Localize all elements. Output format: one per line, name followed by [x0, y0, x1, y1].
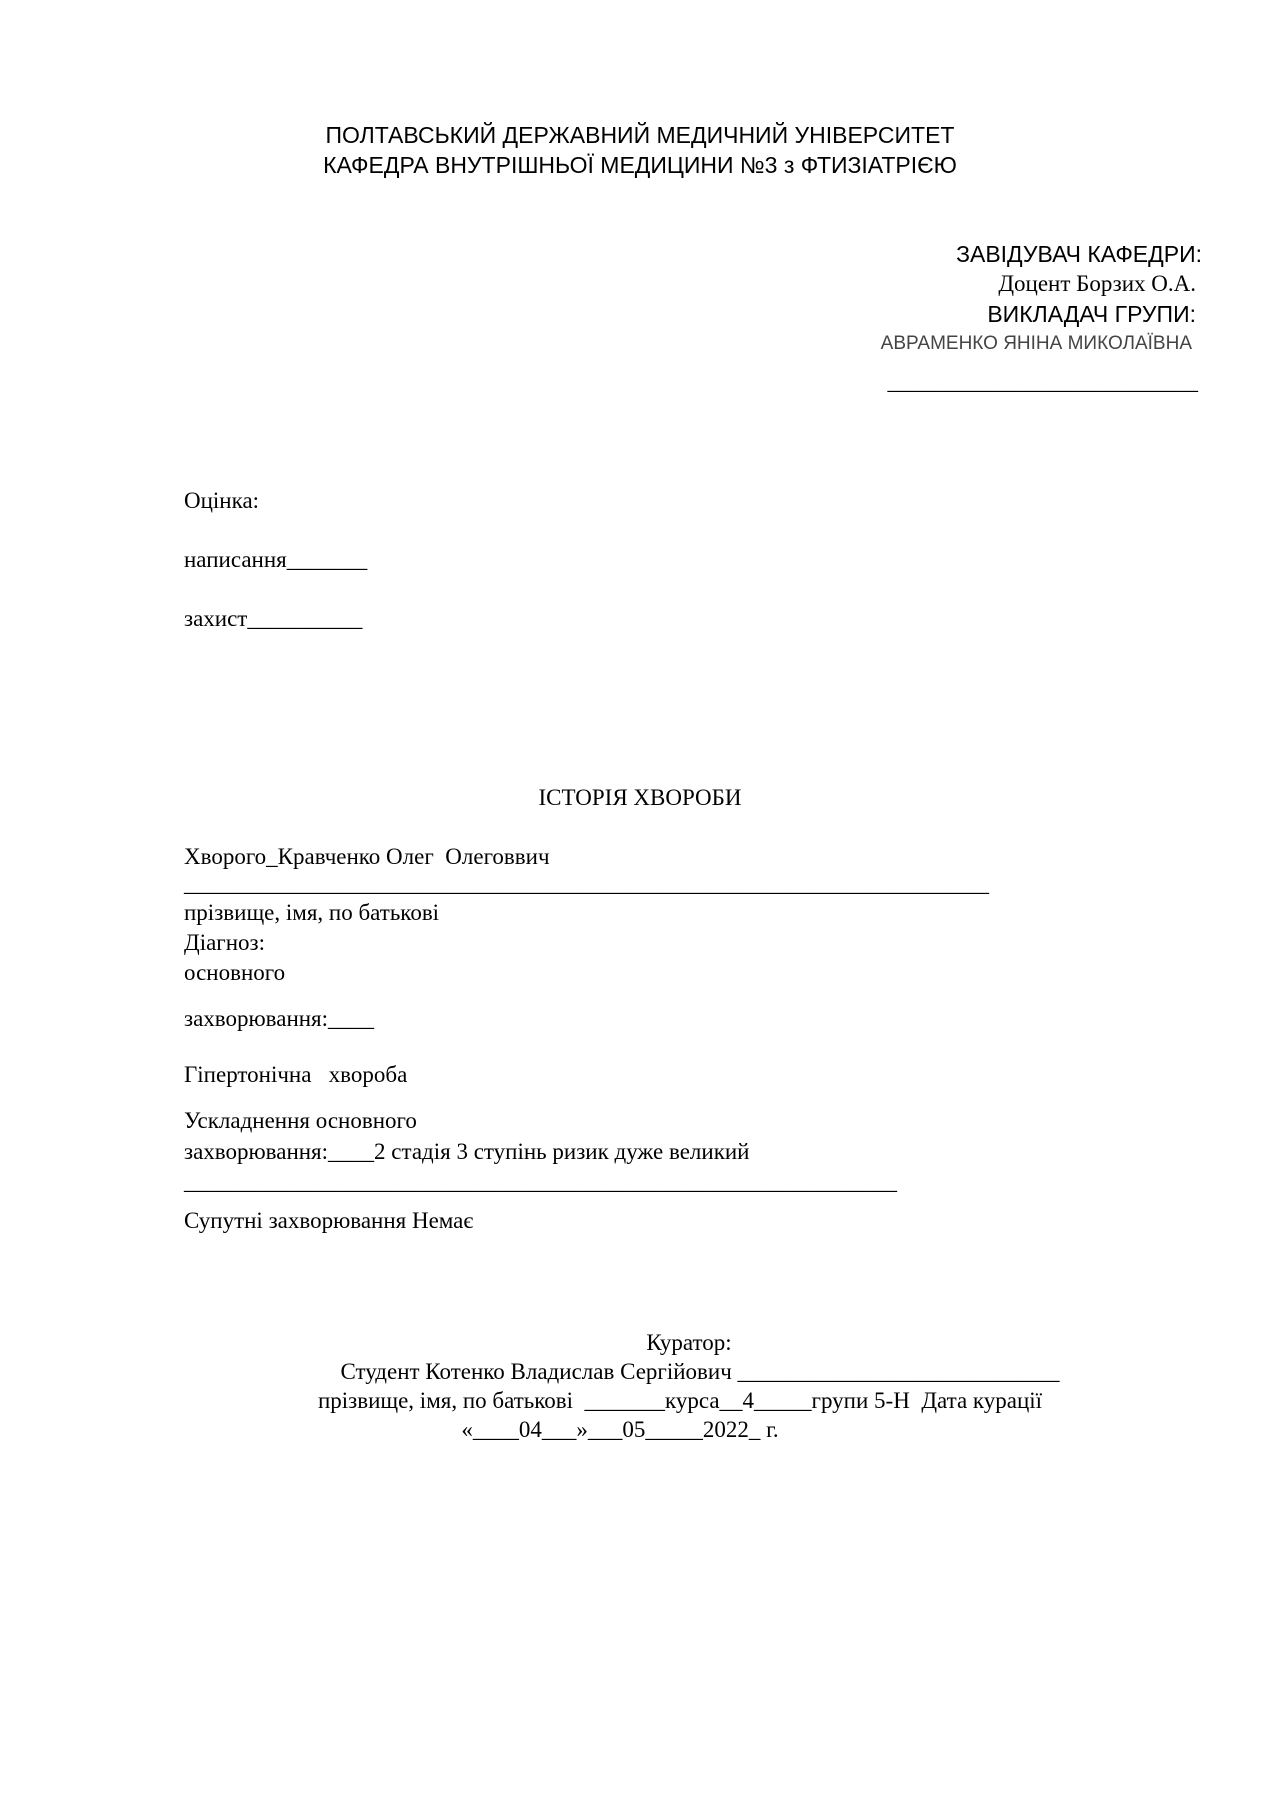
main-disease-label-2: захворювання:____ [184, 1006, 375, 1031]
department-title: КАФЕДРА ВНУТРІШНЬОЇ МЕДИЦИНИ №3 з ФТИЗІАТРІЄЮ [323, 152, 957, 178]
patient-underline: ______________________________________________________________________ [184, 871, 989, 896]
complications-label: Ускладнення основного [184, 1108, 417, 1133]
grade-writing: написання_______ [184, 547, 368, 572]
grade-defense: захист__________ [184, 606, 363, 631]
university-title: ПОЛТАВСЬКИЙ ДЕРЖАВНИЙ МЕДИЧНИЙ УНІВЕРСИТЕТ [325, 122, 955, 148]
main-disease-value: Гіпертонічна хвороба [184, 1062, 408, 1087]
signature-line: ___________________________ [887, 369, 1198, 394]
curation-date: «____04___»___05_____2022_ г. [461, 1417, 779, 1442]
complications-value: захворювання:____2 стадія 3 ступінь ризик дуже великий [184, 1139, 750, 1164]
head-of-department-name: Доцент Борзих О.А. [998, 271, 1196, 296]
curator-student: Студент Котенко Владислав Сергійович ____________________________ [340, 1359, 1060, 1384]
group-teacher-name: АВРАМЕНКО ЯНІНА МИКОЛАЇВНА [880, 333, 1192, 354]
patient-name-caption: прізвище, імя, по батькові [184, 900, 440, 925]
diagnosis-label: Діагноз: [184, 930, 266, 955]
main-disease-label-1: основного [184, 960, 286, 985]
patient-name: Хворого_Кравченко Олег Олеговвич [184, 844, 550, 869]
curator-details: прізвище, імя, по батькові _______курса__4_____групи 5-Н Дата курації [317, 1388, 1043, 1413]
grade-label: Оцінка: [184, 488, 260, 513]
head-of-department-label: ЗАВІДУВАЧ КАФЕДРИ: [956, 241, 1202, 267]
complications-underline: ______________________________________________________________ [184, 1169, 897, 1194]
document-title: ІСТОРІЯ ХВОРОБИ [538, 785, 742, 810]
group-teacher-label: ВИКЛАДАЧ ГРУПИ: [987, 301, 1196, 327]
curator-label: Куратор: [646, 1330, 732, 1355]
comorbid-diseases: Супутні захворювання Немає [184, 1208, 474, 1233]
